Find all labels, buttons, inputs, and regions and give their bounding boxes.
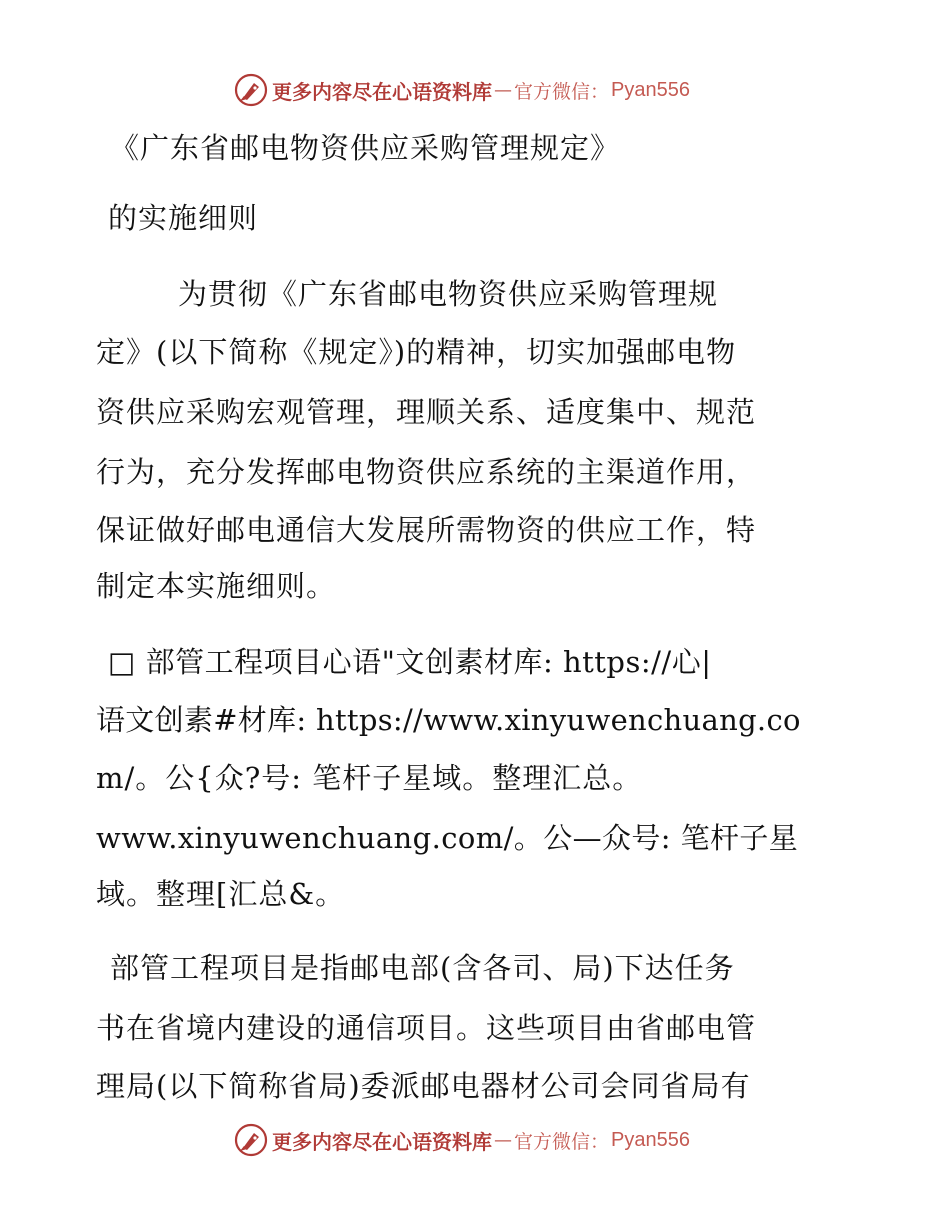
body-line: 书在省境内建设的通信项目。这些项目由省邮电管 [96, 1011, 757, 1045]
section-line: www.xinyuwenchuang.com/。公—众号: 笔杆子星 [96, 821, 799, 855]
pen-nib-icon [234, 1123, 268, 1157]
section-line: □ 部管工程项目心语"文创素材库: https://心| [108, 645, 712, 679]
watermark-handle: Pyan556 [611, 1128, 690, 1151]
section-line: 语文创素#材库: https://www.xinyuwenchuang.co [96, 703, 801, 737]
intro-line: 保证做好邮电通信大发展所需物资的供应工作，特 [96, 513, 757, 547]
intro-line: 行为，充分发挥邮电物资供应系统的主渠道作用， [96, 455, 757, 489]
watermark-title: 更多内容尽在心语资料库 [272, 79, 492, 104]
intro-line: 为贯彻《广东省邮电物资供应采购管理规 [178, 277, 719, 311]
watermark-label: 官方微信： [514, 80, 610, 103]
body-line: 部管工程项目是指邮电部(含各司、局)下达任务 [110, 951, 735, 985]
watermark-handle: Pyan556 [611, 78, 690, 101]
document-title-line-2: 的实施细则 [108, 201, 259, 235]
watermark-footer [234, 1122, 690, 1158]
watermark-header [234, 72, 690, 108]
document-title-line-1: 《广东省邮电物资供应采购管理规定》 [110, 131, 621, 165]
section-line: m/。公{众?号: 笔杆子星域。整理汇总。 [96, 761, 643, 795]
section-line: 域。整理[汇总&。 [96, 877, 346, 911]
watermark-separator: — [494, 79, 512, 101]
watermark-separator: — [494, 1129, 512, 1151]
pen-nib-icon [234, 73, 268, 107]
intro-line: 制定本实施细则。 [96, 569, 337, 603]
intro-line: 资供应采购宏观管理，理顺关系、适度集中、规范 [96, 395, 757, 429]
body-line: 理局(以下简称省局)委派邮电器材公司会同省局有 [96, 1069, 751, 1103]
watermark-label: 官方微信： [514, 1130, 610, 1153]
watermark-title: 更多内容尽在心语资料库 [272, 1129, 492, 1154]
intro-line: 定》(以下简称《规定》)的精神，切实加强邮电物 [96, 335, 737, 369]
